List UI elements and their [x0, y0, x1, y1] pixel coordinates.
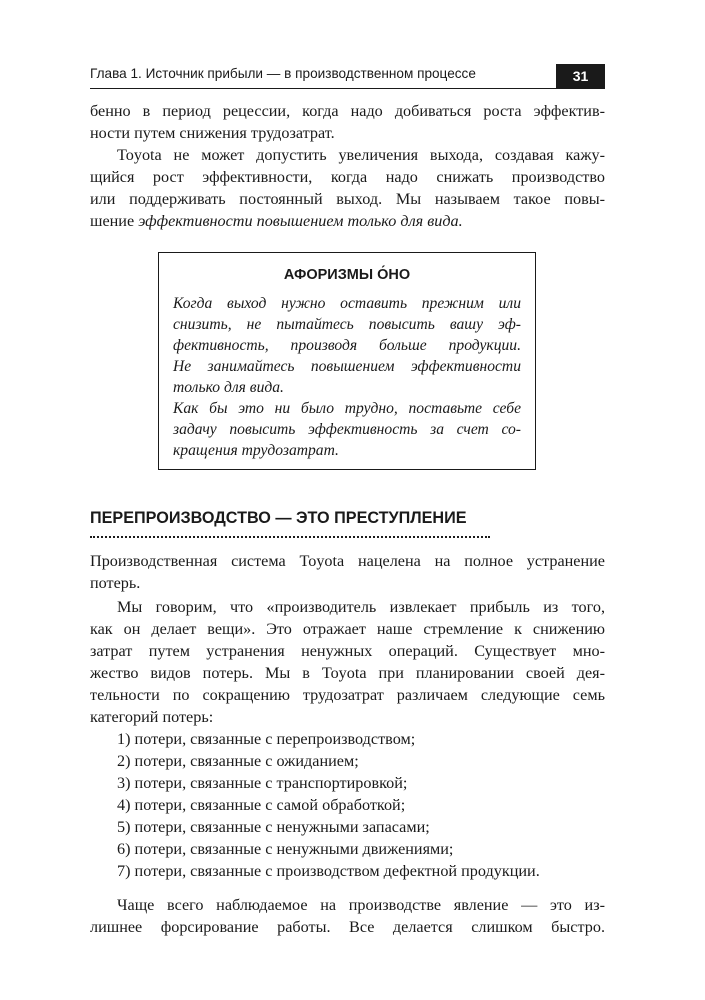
list-item: 4) потери, связанные с самой обработкой; — [117, 796, 406, 814]
paragraph-line — [90, 210, 605, 232]
dotted-underline — [90, 536, 490, 538]
plain-text: шение — [90, 212, 139, 230]
paragraph-line: тельности по сокращению трудозатрат различаем следующие семь — [90, 686, 605, 704]
list-item: 6) потери, связанные с ненужными движениями; — [117, 840, 454, 858]
paragraph-line: Чаще всего наблюдаемое на производстве явление — это из- — [117, 896, 605, 914]
aphorism-line: Не занимайтесь повышением эффективности — [173, 358, 521, 375]
aphorism-line: кращения трудозатрат. — [173, 442, 339, 459]
running-header — [90, 64, 605, 89]
aphorism-line: задачу повысить эффективность за счет со- — [173, 421, 521, 438]
paragraph-line: потерь. — [90, 574, 141, 592]
list-item: 1) потери, связанные с перепроизводством; — [117, 730, 416, 748]
aphorism-title: АФОРИЗМЫ О́НО — [283, 267, 411, 283]
paragraph-line: Мы говорим, что «производитель извлекает прибыль из того, — [117, 598, 605, 616]
paragraph-line: затрат путем устранения ненужных операций. Существует мно- — [90, 642, 605, 660]
paragraph-line: жество видов потерь. Мы в Toyota при планировании своей дея- — [90, 664, 605, 682]
list-item: 2) потери, связанные с ожиданием; — [117, 752, 359, 770]
italic-term: эффективности повышением только для вида. — [138, 212, 463, 230]
aphorism-line: только для вида. — [173, 379, 284, 396]
aphorism-line: снизить, не пытайтесь повысить вашу эф- — [173, 316, 521, 333]
chapter-title: Глава 1. Источник прибыли — в производственном процессе — [90, 66, 476, 81]
aphorism-line: Когда выход нужно оставить прежним или — [173, 295, 521, 312]
paragraph-line: категорий потерь: — [90, 708, 214, 726]
aphorism-box — [158, 252, 536, 470]
paragraph-line: как он делает вещи». Это отражает наше стремление к снижению — [90, 620, 605, 638]
list-item: 5) потери, связанные с ненужными запасами; — [117, 818, 430, 836]
paragraph-line: щийся рост эффективности, когда надо снижать производство — [90, 168, 605, 186]
list-item: 7) потери, связанные с производством дефектной продукции. — [117, 862, 540, 880]
paragraph-line: ности путем снижения трудозатрат. — [90, 124, 335, 142]
section-heading: ПЕРЕПРОИЗВОДСТВО — ЭТО ПРЕСТУПЛЕНИЕ — [90, 509, 467, 527]
paragraph-line: лишнее форсирование работы. Все делается слишком быстро. — [90, 918, 605, 936]
paragraph-line: бенно в период рецессии, когда надо добиваться роста эффектив- — [90, 102, 605, 120]
paragraph-line: Производственная система Toyota нацелена на полное устранение — [90, 552, 605, 570]
page-number: 31 — [556, 64, 605, 88]
aphorism-line: Как бы это ни было трудно, поставьте себе — [173, 400, 521, 417]
aphorism-line: фективность, производя больше продукции. — [173, 337, 521, 354]
paragraph-line: или поддерживать постоянный выход. Мы называем такое повы- — [90, 190, 605, 208]
paragraph-line: Toyota не может допустить увеличения выхода, создавая кажу- — [117, 146, 605, 164]
list-item: 3) потери, связанные с транспортировкой; — [117, 774, 408, 792]
